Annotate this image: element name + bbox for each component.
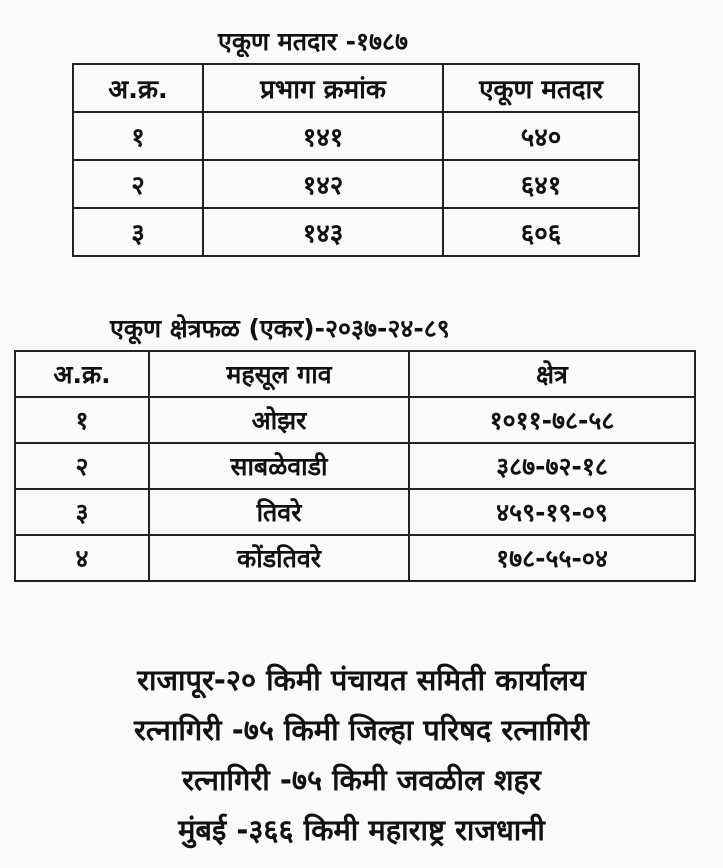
table-cell: १४२ [203,160,443,208]
table-cell: ३८७-७२-१८ [409,443,695,489]
area-table [14,350,696,582]
table-row [15,397,695,443]
table-cell: ६०६ [443,208,639,256]
table-cell: १ [73,112,203,160]
table1-caption: एकूण मतदार -१७८७ [218,27,409,56]
table-row [73,208,639,256]
column-header: महसूल गाव [149,351,409,397]
voters-table [72,63,640,257]
column-header: प्रभाग क्रमांक [203,64,443,112]
table-cell: १ [15,397,149,443]
table-cell: ४५९-१९-०९ [409,489,695,535]
table-cell: १७८-५५-०४ [409,535,695,581]
table-cell: ६४१ [443,160,639,208]
table-row [73,160,639,208]
table-cell: २ [73,160,203,208]
table-cell: १०११-७८-५८ [409,397,695,443]
column-header: अ.क्र. [73,64,203,112]
table-cell: ओझर [149,397,409,443]
table-row [73,112,639,160]
column-header: अ.क्र. [15,351,149,397]
info-line: रत्नागिरी -७५ किमी जवळील शहर [182,763,541,797]
table-cell: ३ [15,489,149,535]
table-header-row [73,64,639,112]
table2-caption: एकूण क्षेत्रफळ (एकर)-२०३७-२४-८९ [110,314,450,343]
table-cell: साबळेवाडी [149,443,409,489]
table-row [15,535,695,581]
table-cell: १४१ [203,112,443,160]
table-row [15,443,695,489]
table-row [15,489,695,535]
table-cell: १४३ [203,208,443,256]
table-cell: तिवरे [149,489,409,535]
table-cell: २ [15,443,149,489]
table-cell: ४ [15,535,149,581]
table-cell: कोंडतिवरे [149,535,409,581]
info-line: राजापूर-२० किमी पंचायत समिती कार्यालय [137,663,586,697]
column-header: एकूण मतदार [443,64,639,112]
table-header-row [15,351,695,397]
info-line: रत्नागिरी -७५ किमी जिल्हा परिषद रत्नागिरी [134,713,589,747]
table-cell: ३ [73,208,203,256]
table-cell: ५४० [443,112,639,160]
column-header: क्षेत्र [409,351,695,397]
info-line: मुंबई -३६६ किमी महाराष्ट्र राजधानी [178,813,545,847]
